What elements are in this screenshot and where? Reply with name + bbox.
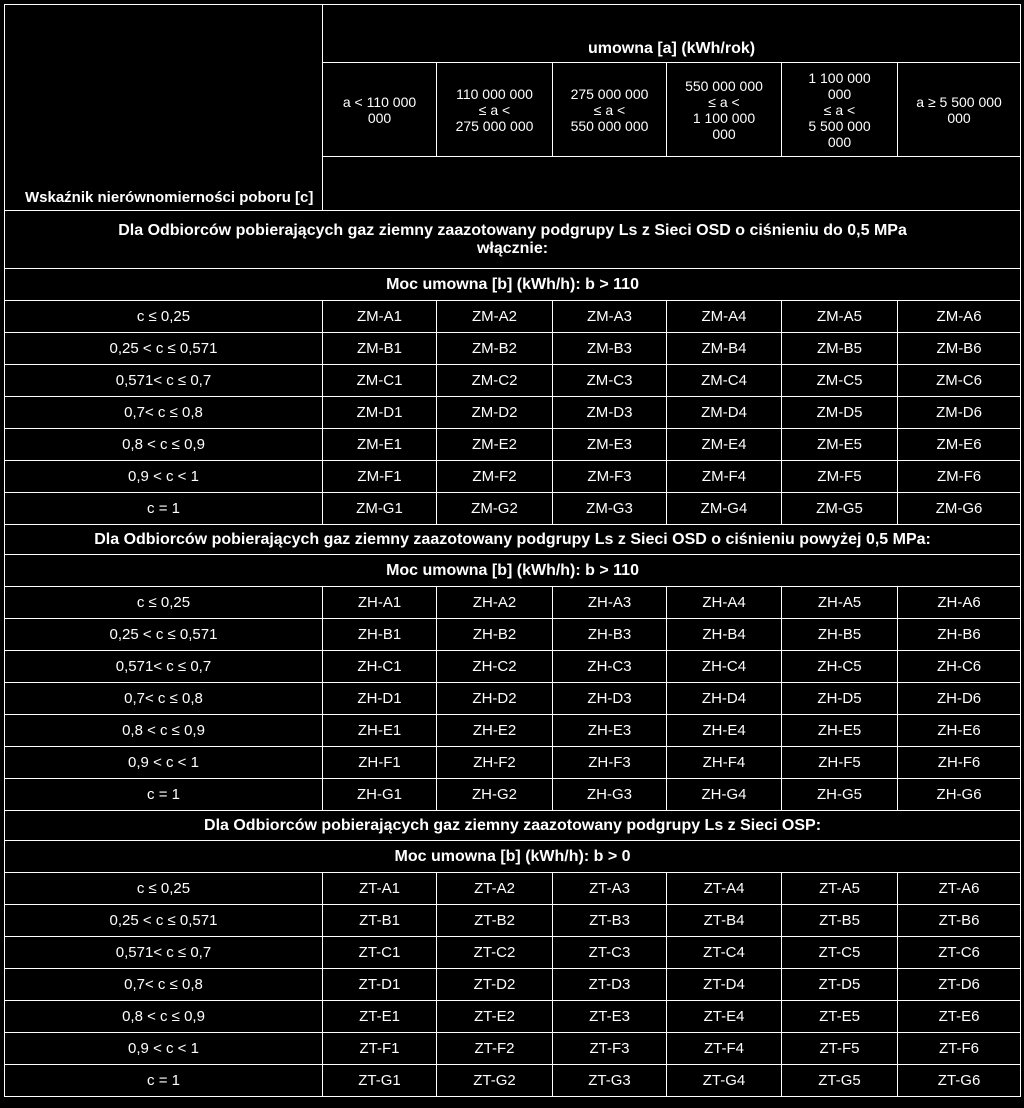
tariff-code-cell: ZT-G2	[437, 1065, 553, 1097]
range-header-line: 000	[827, 85, 852, 102]
tariff-code-cell: ZT-A2	[437, 873, 553, 905]
section-title-line: włącznie:	[476, 239, 549, 257]
tariff-code-cell: ZH-B3	[553, 619, 667, 651]
tariff-code-cell: ZM-G6	[898, 493, 1021, 525]
tariff-code-cell: ZH-E3	[553, 715, 667, 747]
row-header-label: Wskaźnik nierównomierności poboru [c]	[5, 5, 323, 211]
tariff-code-cell: ZM-E2	[437, 429, 553, 461]
tariff-code-cell: ZM-D3	[553, 397, 667, 429]
tariff-code-cell: ZT-E5	[782, 1001, 898, 1033]
tariff-code-cell: ZH-C4	[667, 651, 782, 683]
table-row	[5, 715, 1021, 747]
row-label: c ≤ 0,25	[5, 873, 323, 905]
tariff-code-cell: ZT-E3	[553, 1001, 667, 1033]
header-row-1	[5, 5, 1021, 63]
tariff-code-cell: ZH-F4	[667, 747, 782, 779]
table-row	[5, 493, 1021, 525]
tariff-code-cell: ZH-G1	[323, 779, 437, 811]
tariff-code-cell: ZH-B6	[898, 619, 1021, 651]
tariff-code-cell: ZH-D3	[553, 683, 667, 715]
tariff-code-cell: ZT-F1	[323, 1033, 437, 1065]
section-subtitle: Moc umowna [b] (kWh/h): b > 110	[5, 555, 1021, 587]
tariff-table	[4, 4, 1021, 1097]
range-header-line: a ≥ 5 500 000	[916, 93, 1002, 110]
tariff-code-cell: ZH-C6	[898, 651, 1021, 683]
tariff-code-cell: ZH-B2	[437, 619, 553, 651]
section-title-line: Dla Odbiorców pobierających gaz ziemny zaazotowany podgrupy Ls z Sieci OSP:	[204, 816, 822, 834]
range-header-line: 5 500 000	[808, 117, 871, 134]
tariff-code-cell: ZM-A6	[898, 301, 1021, 333]
tariff-code-cell: ZH-G3	[553, 779, 667, 811]
tariff-code-cell: ZH-B5	[782, 619, 898, 651]
range-header-line: 000	[367, 109, 392, 126]
tariff-code-cell: ZH-F6	[898, 747, 1021, 779]
tariff-code-cell: ZH-E2	[437, 715, 553, 747]
table-row	[5, 365, 1021, 397]
row-label: c ≤ 0,25	[5, 587, 323, 619]
row-label: 0,25 < c ≤ 0,571	[5, 619, 323, 651]
section-subtitle: Moc umowna [b] (kWh/h): b > 110	[5, 269, 1021, 301]
tariff-code-cell: ZH-A2	[437, 587, 553, 619]
tariff-code-cell: ZM-F4	[667, 461, 782, 493]
range-header-4	[667, 63, 782, 157]
tariff-code-cell: ZM-B3	[553, 333, 667, 365]
tariff-code-cell: ZH-F3	[553, 747, 667, 779]
tariff-code-cell: ZT-C1	[323, 937, 437, 969]
tariff-code-cell: ZT-C4	[667, 937, 782, 969]
tariff-code-cell: ZM-F6	[898, 461, 1021, 493]
row-label: c = 1	[5, 1065, 323, 1097]
row-label: c = 1	[5, 779, 323, 811]
tariff-code-cell: ZT-B5	[782, 905, 898, 937]
tariff-code-cell: ZH-A4	[667, 587, 782, 619]
tariff-code-cell: ZM-G5	[782, 493, 898, 525]
tariff-code-cell: ZM-C3	[553, 365, 667, 397]
tariff-code-cell: ZM-E1	[323, 429, 437, 461]
section-title-row	[5, 211, 1021, 269]
tariff-code-cell: ZH-E5	[782, 715, 898, 747]
range-header-line: 275 000 000	[455, 117, 534, 134]
range-header-1	[323, 63, 437, 157]
tariff-code-cell: ZT-G5	[782, 1065, 898, 1097]
tariff-code-cell: ZT-G4	[667, 1065, 782, 1097]
tariff-code-cell: ZT-D5	[782, 969, 898, 1001]
tariff-code-cell: ZH-C2	[437, 651, 553, 683]
range-header-line: 550 000 000	[570, 117, 649, 134]
tariff-code-cell: ZM-F2	[437, 461, 553, 493]
row-label: 0,25 < c ≤ 0,571	[5, 905, 323, 937]
tariff-code-cell: ZH-B4	[667, 619, 782, 651]
tariff-code-cell: ZH-D1	[323, 683, 437, 715]
tariff-code-cell: ZM-G2	[437, 493, 553, 525]
section-title	[5, 211, 1021, 269]
tariff-code-cell: ZT-C2	[437, 937, 553, 969]
tariff-code-cell: ZM-G3	[553, 493, 667, 525]
tariff-code-cell: ZM-D6	[898, 397, 1021, 429]
table-row	[5, 747, 1021, 779]
table-row	[5, 619, 1021, 651]
tariff-code-cell: ZM-C6	[898, 365, 1021, 397]
tariff-code-cell: ZM-D4	[667, 397, 782, 429]
tariff-code-cell: ZM-F1	[323, 461, 437, 493]
tariff-code-cell: ZT-C6	[898, 937, 1021, 969]
tariff-code-cell: ZT-D6	[898, 969, 1021, 1001]
row-label: 0,571< c ≤ 0,7	[5, 365, 323, 397]
table-row	[5, 905, 1021, 937]
row-label: 0,8 < c ≤ 0,9	[5, 429, 323, 461]
tariff-code-cell: ZM-D5	[782, 397, 898, 429]
tariff-code-cell: ZM-E5	[782, 429, 898, 461]
section-title-row	[5, 525, 1021, 555]
range-header-line: 275 000 000	[570, 85, 649, 102]
tariff-code-cell: ZM-B4	[667, 333, 782, 365]
range-header-line: 110 000 000	[456, 85, 533, 102]
range-header-line: ≤ a <	[478, 101, 511, 118]
tariff-code-cell: ZT-A3	[553, 873, 667, 905]
row-label: c ≤ 0,25	[5, 301, 323, 333]
table-row	[5, 683, 1021, 715]
range-header-line: 1 100 000	[692, 109, 756, 126]
range-header-5	[782, 63, 898, 157]
tariff-code-cell: ZM-G4	[667, 493, 782, 525]
table-row	[5, 779, 1021, 811]
tariff-code-cell: ZM-B1	[323, 333, 437, 365]
table-row	[5, 651, 1021, 683]
section-title-line: Dla Odbiorców pobierających gaz ziemny zaazotowany podgrupy Ls z Sieci OSD o ciśnieniu powyżej 0,5 MPa:	[94, 530, 931, 548]
range-header-3	[553, 63, 667, 157]
tariff-code-cell: ZH-F1	[323, 747, 437, 779]
range-header-line: 550 000 000	[685, 77, 763, 94]
tariff-code-cell: ZM-C2	[437, 365, 553, 397]
row-label: 0,9 < c < 1	[5, 747, 323, 779]
tariff-code-cell: ZM-B6	[898, 333, 1021, 365]
range-header-line: ≤ a <	[823, 101, 856, 118]
tariff-code-cell: ZH-E1	[323, 715, 437, 747]
range-header-line: 1 100 000	[808, 69, 871, 86]
range-header-line: 000	[712, 125, 736, 142]
tariff-code-cell: ZM-C5	[782, 365, 898, 397]
tariff-code-cell: ZT-E6	[898, 1001, 1021, 1033]
table-row	[5, 587, 1021, 619]
tariff-code-cell: ZM-F3	[553, 461, 667, 493]
tariff-code-cell: ZT-E2	[437, 1001, 553, 1033]
row-label: 0,571< c ≤ 0,7	[5, 651, 323, 683]
tariff-code-cell: ZT-D3	[553, 969, 667, 1001]
range-header-line: ≤ a <	[708, 93, 740, 110]
section-title	[5, 525, 1021, 555]
tariff-code-cell: ZH-D2	[437, 683, 553, 715]
tariff-code-cell: ZM-A5	[782, 301, 898, 333]
tariff-code-cell: ZT-D1	[323, 969, 437, 1001]
tariff-code-cell: ZT-E4	[667, 1001, 782, 1033]
tariff-code-cell: ZT-B6	[898, 905, 1021, 937]
tariff-code-cell: ZT-G3	[553, 1065, 667, 1097]
tariff-code-cell: ZM-C1	[323, 365, 437, 397]
tariff-code-cell: ZT-B3	[553, 905, 667, 937]
tariff-code-cell: ZT-A6	[898, 873, 1021, 905]
tariff-code-cell: ZT-F3	[553, 1033, 667, 1065]
header-empty-cell	[323, 157, 1021, 211]
tariff-code-cell: ZT-B2	[437, 905, 553, 937]
table-row	[5, 1001, 1021, 1033]
row-label: c = 1	[5, 493, 323, 525]
section-subtitle-row	[5, 555, 1021, 587]
tariff-code-cell: ZH-G2	[437, 779, 553, 811]
tariff-code-cell: ZM-E6	[898, 429, 1021, 461]
tariff-code-cell: ZH-A6	[898, 587, 1021, 619]
tariff-code-cell: ZM-A2	[437, 301, 553, 333]
table-row	[5, 937, 1021, 969]
tariff-code-cell: ZM-C4	[667, 365, 782, 397]
section-title-line: Dla Odbiorców pobierających gaz ziemny zaazotowany podgrupy Ls z Sieci OSD o ciśnieniu do 0,5 MPa	[118, 221, 907, 239]
tariff-code-cell: ZT-F5	[782, 1033, 898, 1065]
table-row	[5, 969, 1021, 1001]
row-label: 0,8 < c ≤ 0,9	[5, 1001, 323, 1033]
tariff-code-cell: ZM-E3	[553, 429, 667, 461]
table-row	[5, 397, 1021, 429]
tariff-code-cell: ZH-D5	[782, 683, 898, 715]
tariff-code-cell: ZH-C1	[323, 651, 437, 683]
tariff-code-cell: ZH-C3	[553, 651, 667, 683]
range-header-line: 000	[827, 133, 852, 150]
tariff-code-cell: ZH-D4	[667, 683, 782, 715]
section-subtitle-row	[5, 841, 1021, 873]
table-row	[5, 1033, 1021, 1065]
tariff-code-cell: ZT-D4	[667, 969, 782, 1001]
tariff-code-cell: ZH-B1	[323, 619, 437, 651]
tariff-code-cell: ZM-A1	[323, 301, 437, 333]
range-header-line: ≤ a <	[593, 101, 626, 118]
row-label: 0,7< c ≤ 0,8	[5, 683, 323, 715]
row-label: 0,8 < c ≤ 0,9	[5, 715, 323, 747]
tariff-code-cell: ZT-C3	[553, 937, 667, 969]
tariff-code-cell: ZM-B5	[782, 333, 898, 365]
section-subtitle-row	[5, 269, 1021, 301]
range-header-line: a < 110 000	[342, 93, 417, 110]
tariff-code-cell: ZH-G6	[898, 779, 1021, 811]
column-group-label: umowna [a] (kWh/rok)	[323, 5, 1021, 63]
tariff-code-cell: ZT-C5	[782, 937, 898, 969]
tariff-code-cell: ZT-A5	[782, 873, 898, 905]
tariff-code-cell: ZT-A1	[323, 873, 437, 905]
tariff-code-cell: ZH-A3	[553, 587, 667, 619]
tariff-code-cell: ZM-E4	[667, 429, 782, 461]
row-label: 0,571< c ≤ 0,7	[5, 937, 323, 969]
tariff-code-cell: ZT-G6	[898, 1065, 1021, 1097]
table-row	[5, 461, 1021, 493]
section-title-row	[5, 811, 1021, 841]
range-header-line: 000	[947, 109, 971, 126]
section-title	[5, 811, 1021, 841]
tariff-code-cell: ZH-A1	[323, 587, 437, 619]
tariff-code-cell: ZM-D2	[437, 397, 553, 429]
table-row	[5, 333, 1021, 365]
tariff-code-cell: ZH-G4	[667, 779, 782, 811]
tariff-code-cell: ZM-G1	[323, 493, 437, 525]
tariff-code-cell: ZM-F5	[782, 461, 898, 493]
row-label: 0,9 < c < 1	[5, 461, 323, 493]
tariff-code-cell: ZH-C5	[782, 651, 898, 683]
row-label: 0,7< c ≤ 0,8	[5, 397, 323, 429]
tariff-code-cell: ZT-G1	[323, 1065, 437, 1097]
row-label: 0,7< c ≤ 0,8	[5, 969, 323, 1001]
tariff-code-cell: ZT-F4	[667, 1033, 782, 1065]
table-row	[5, 429, 1021, 461]
tariff-code-cell: ZT-F2	[437, 1033, 553, 1065]
tariff-code-cell: ZH-D6	[898, 683, 1021, 715]
range-header-2	[437, 63, 553, 157]
tariff-code-cell: ZT-B4	[667, 905, 782, 937]
row-label: 0,9 < c < 1	[5, 1033, 323, 1065]
tariff-code-cell: ZM-D1	[323, 397, 437, 429]
tariff-code-cell: ZT-A4	[667, 873, 782, 905]
tariff-code-cell: ZT-D2	[437, 969, 553, 1001]
range-header-6	[898, 63, 1021, 157]
tariff-code-cell: ZM-A3	[553, 301, 667, 333]
tariff-code-cell: ZH-E4	[667, 715, 782, 747]
tariff-code-cell: ZT-E1	[323, 1001, 437, 1033]
tariff-code-cell: ZH-F2	[437, 747, 553, 779]
tariff-code-cell: ZT-F6	[898, 1033, 1021, 1065]
table-row	[5, 301, 1021, 333]
table-row	[5, 873, 1021, 905]
tariff-code-cell: ZT-B1	[323, 905, 437, 937]
tariff-code-cell: ZH-G5	[782, 779, 898, 811]
tariff-code-cell: ZM-B2	[437, 333, 553, 365]
tariff-code-cell: ZH-F5	[782, 747, 898, 779]
tariff-code-cell: ZH-A5	[782, 587, 898, 619]
section-subtitle: Moc umowna [b] (kWh/h): b > 0	[5, 841, 1021, 873]
tariff-code-cell: ZM-A4	[667, 301, 782, 333]
row-label: 0,25 < c ≤ 0,571	[5, 333, 323, 365]
tariff-code-cell: ZH-E6	[898, 715, 1021, 747]
table-row	[5, 1065, 1021, 1097]
